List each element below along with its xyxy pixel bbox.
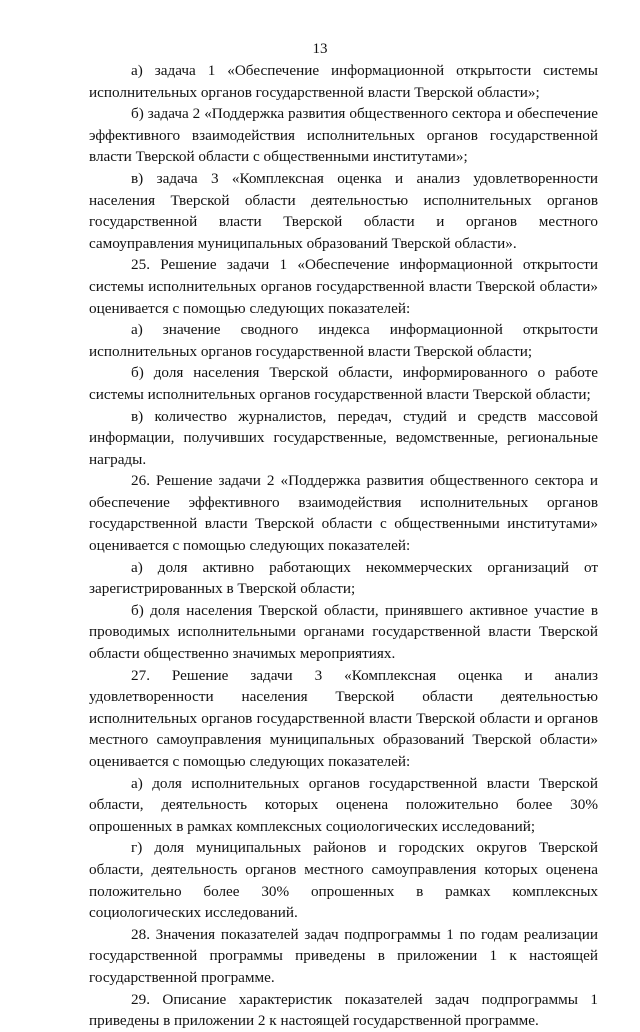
paragraph-task-1: а) задача 1 «Обеспечение информационной открытости системы исполнительных органов государственной власти Тверской области»; [89, 62, 598, 101]
paragraph-27-a: а) доля исполнительных органов государственной власти Тверской области, деятельность которых оценена положительно более 30% опрошенных в рамках комплексных социологических исследований; [89, 774, 598, 835]
paragraph-26-a: а) доля активно работающих некоммерческих организаций от зарегистрированных в Тверской области; [89, 558, 598, 598]
paragraph-25-a: а) значение сводного индекса информационной открытости исполнительных органов государственной власти Тверской области; [89, 321, 598, 360]
paragraph-25-b: б) доля населения Тверской области, информированного о работе системы исполнительных органов государственной власти Тверской области; [89, 364, 598, 403]
paragraph-26-b: б) доля населения Тверской области, принявшего активное участие в проводимых исполнительными органами государственной власти Тверской области общественно значимых мероприятиях. [89, 601, 598, 663]
paragraph-28: 28. Значения показателей задач подпрограммы 1 по годам реализации государственной программы приведены в приложении 1 к настоящей государственной программе. [89, 925, 598, 986]
paragraph-27-g: г) доля муниципальных районов и городских округов Тверской области, деятельность органов местного самоуправления которых оценена положительно более 30% опрошенных в рамках комплексных социологических исследований. [89, 839, 598, 922]
paragraph-25: 25. Решение задачи 1 «Обеспечение информационной открытости системы исполнительных органов государственной власти Тверской области» оценивается с помощью следующих показателей: [89, 256, 598, 317]
document-body [89, 60, 598, 1032]
paragraph-26: 26. Решение задачи 2 «Поддержка развития общественного сектора и обеспечение эффективного взаимодействия исполнительных органов государственной власти Тверской области с общественными институтами» оценивается с помощью следующих показателей: [89, 472, 598, 555]
paragraph-25-v: в) количество журналистов, передач, студий и средств массовой информации, получивших государственные, ведомственные, региональные награды. [89, 407, 598, 468]
paragraph-task-3: в) задача 3 «Комплексная оценка и анализ удовлетворенности населения Тверской области деятельностью исполнительных органов государственной власти Тверской области и органов местного самоуправления муниципальных образований Тверской области». [89, 169, 598, 252]
paragraph-27: 27. Решение задачи 3 «Комплексная оценка и анализ удовлетворенности населения Тверской области деятельностью исполнительных органов государственной власти Тверской области и органов местного самоуправления муниципальных образований Тверской области» оценивается с помощью следующих показателей: [89, 666, 598, 770]
paragraph-task-2: б) задача 2 «Поддержка развития общественного сектора и обеспечение эффективного взаимодействия исполнительных органов государственной власти Тверской области с общественными институтами»; [89, 105, 598, 166]
page-number: 13 [312, 41, 328, 57]
paragraph-29: 29. Описание характеристик показателей задач подпрограммы 1 приведены в приложении 2 к настоящей государственной программе. [89, 990, 598, 1030]
